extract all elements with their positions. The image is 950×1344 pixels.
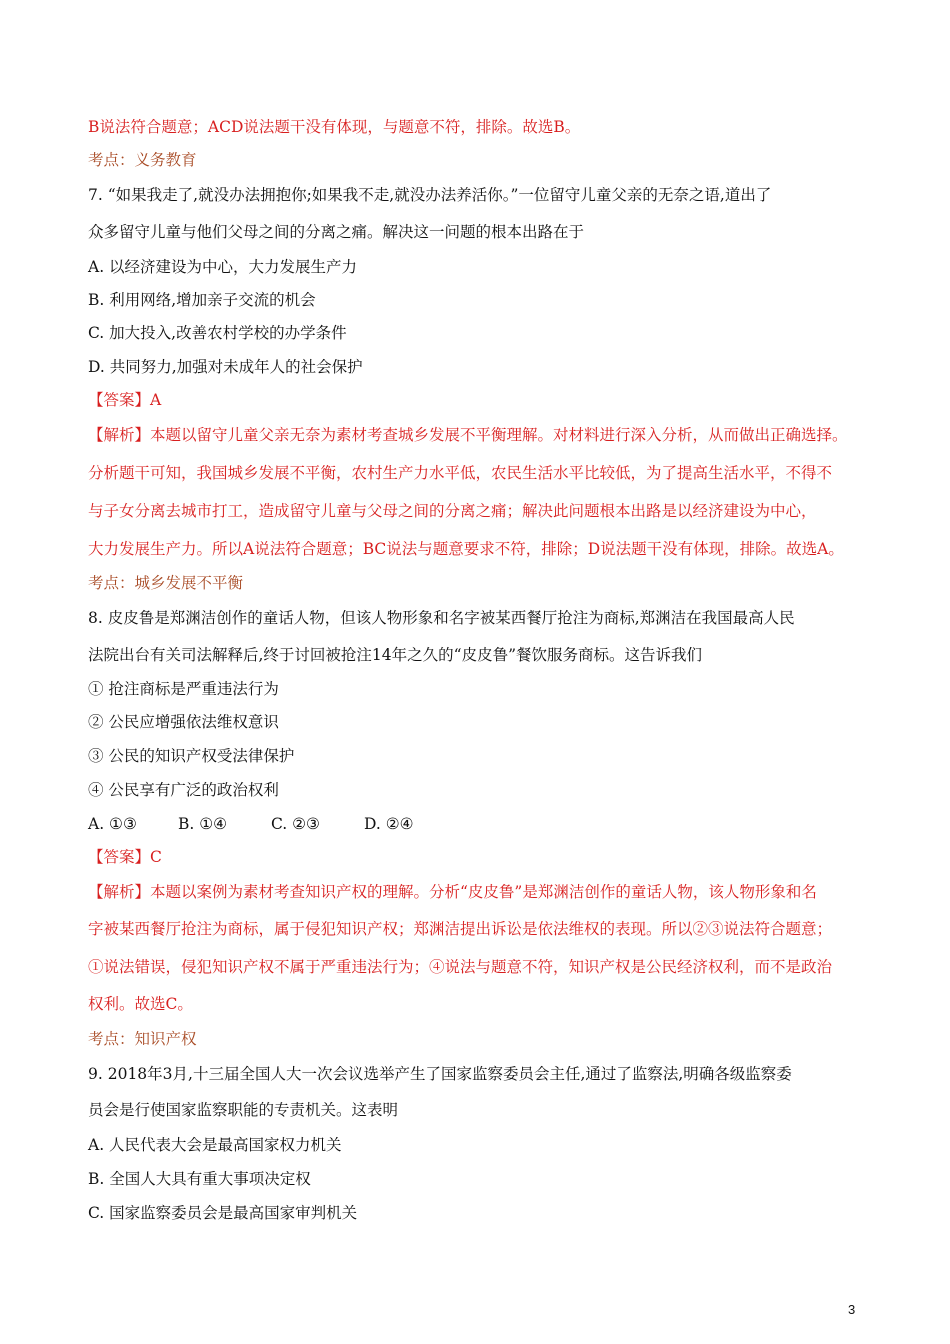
q9-stem-line-1: 9. 2018年3月,十三届全国人大一次会议选举产生了国家监察委员会主任,通过了监察法,明确各级监察委 bbox=[88, 1065, 792, 1083]
q7-option-c: C. 加大投入,改善农村学校的办学条件 bbox=[88, 324, 347, 342]
q8-item-3: ③ 公民的知识产权受法律保护 bbox=[88, 747, 295, 765]
q8-options bbox=[88, 813, 414, 835]
q7-answer: 【答案】A bbox=[88, 391, 162, 409]
q7-option-a: A. 以经济建设为中心，大力发展生产力 bbox=[88, 258, 358, 276]
q8-item-4: ④ 公民享有广泛的政治权利 bbox=[88, 781, 279, 799]
q8-item-2: ② 公民应增强依法维权意识 bbox=[88, 713, 279, 731]
q8-item-1: ① 抢注商标是严重违法行为 bbox=[88, 680, 279, 698]
page-number: 3 bbox=[848, 1302, 856, 1317]
q9-option-b: B. 全国人大具有重大事项决定权 bbox=[88, 1170, 311, 1188]
q6-key-point: 考点：义务教育 bbox=[88, 151, 197, 169]
q7-explanation-line-3: 与子女分离去城市打工，造成留守儿童与父母之间的分离之痛；解决此问题根本出路是以经济建设为中心， bbox=[88, 502, 817, 520]
q7-option-b: B. 利用网络,增加亲子交流的机会 bbox=[88, 291, 316, 309]
q8-stem-line-1: 8. 皮皮鲁是郑渊洁创作的童话人物，但该人物形象和名字被某西餐厅抢注为商标,郑渊洁在我国最高人民 bbox=[88, 609, 795, 627]
q8-option-b: B. ①④ bbox=[178, 815, 228, 833]
q8-option-c: C. ②③ bbox=[271, 815, 320, 833]
q9-option-c: C. 国家监察委员会是最高国家审判机关 bbox=[88, 1204, 358, 1222]
q8-explanation-line-2: 字被某西餐厅抢注为商标，属于侵犯知识产权；郑渊洁提出诉讼是依法维权的表现。所以②③说法符合题意； bbox=[88, 920, 833, 938]
q8-answer: 【答案】C bbox=[88, 848, 162, 866]
q8-option-d: D. ②④ bbox=[364, 815, 414, 833]
q7-stem-line-1: 7. “如果我走了,就没办法拥抱你;如果我不走,就没办法养活你。”一位留守儿童父亲的无奈之语,道出了 bbox=[88, 186, 772, 204]
q7-stem-line-2: 众多留守儿童与他们父母之间的分离之痛。解决这一问题的根本出路在于 bbox=[88, 223, 585, 241]
q8-option-a: A. ①③ bbox=[88, 815, 137, 833]
q7-explanation-line-1: 【解析】本题以留守儿童父亲无奈为素材考查城乡发展不平衡理解。对材料进行深入分析，从而做出正确选择。 bbox=[88, 426, 848, 444]
q7-option-d: D. 共同努力,加强对未成年人的社会保护 bbox=[88, 358, 363, 376]
q7-key-point: 考点：城乡发展不平衡 bbox=[88, 574, 244, 592]
q8-stem-line-2: 法院出台有关司法解释后,终于讨回被抢注14年之久的“皮皮鲁”餐饮服务商标。这告诉我们 bbox=[88, 646, 703, 664]
q9-stem-line-2: 员会是行使国家监察职能的专责机关。这表明 bbox=[88, 1101, 399, 1119]
q6-explanation-end: B说法符合题意；ACD说法题干没有体现，与题意不符，排除。故选B。 bbox=[88, 118, 581, 136]
q8-explanation-line-4: 权利。故选C。 bbox=[88, 995, 193, 1013]
q9-option-a: A. 人民代表大会是最高国家权力机关 bbox=[88, 1136, 342, 1154]
q7-explanation-line-4: 大力发展生产力。所以A说法符合题意；BC说法与题意要求不符，排除；D说法题干没有体现，排除。故选A。 bbox=[88, 540, 844, 558]
q8-explanation-line-3: ①说法错误，侵犯知识产权不属于严重违法行为；④说法与题意不符，知识产权是公民经济权利，而不是政治 bbox=[88, 958, 833, 976]
q7-explanation-line-2: 分析题干可知，我国城乡发展不平衡，农村生产力水平低，农民生活水平比较低，为了提高生活水平，不得不 bbox=[88, 464, 833, 482]
q8-key-point: 考点：知识产权 bbox=[88, 1030, 197, 1048]
q8-explanation-line-1: 【解析】本题以案例为素材考查知识产权的理解。分析“皮皮鲁”是郑渊洁创作的童话人物，该人物形象和名 bbox=[88, 883, 817, 901]
